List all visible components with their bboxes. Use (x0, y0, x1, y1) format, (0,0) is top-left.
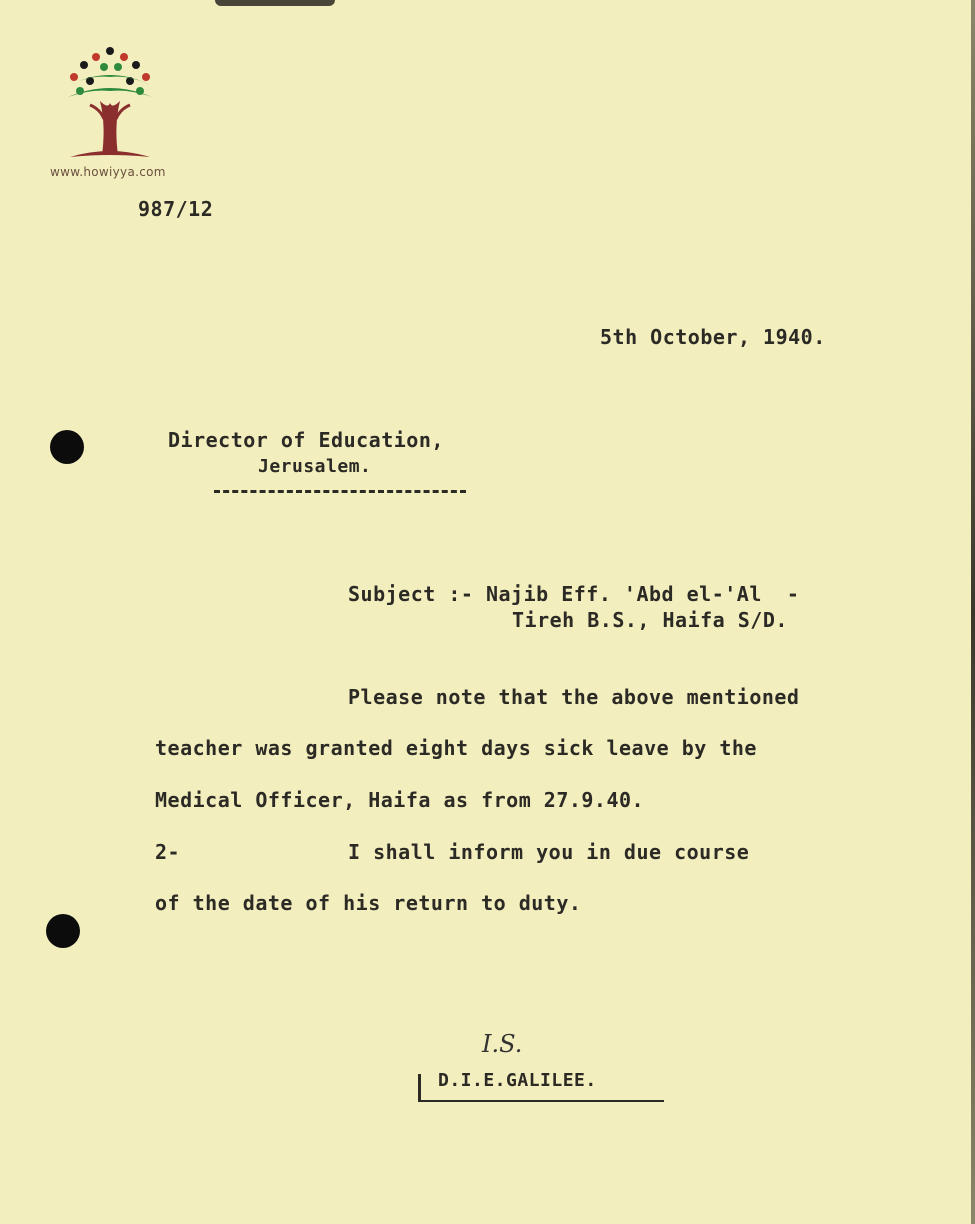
body-line-5: of the date of his return to duty. (155, 891, 582, 915)
punch-hole (46, 914, 80, 948)
body-line-1: Please note that the above mentioned (348, 685, 800, 709)
letter-date: 5th October, 1940. (600, 325, 826, 349)
scan-edge-mark (215, 0, 335, 6)
logo-url: www.howiyya.com (50, 165, 166, 179)
body-line-2: teacher was granted eight days sick leave by the (155, 736, 757, 760)
signature-block (418, 1068, 664, 1102)
subject-line-1: Subject :- Najib Eff. 'Abd el-'Al - (348, 582, 800, 606)
recipient-city: Jerusalem. (258, 456, 372, 477)
reference-number: 987/12 (138, 197, 214, 221)
signature-initials: I.S. (482, 1030, 523, 1058)
paragraph-number: 2- (155, 840, 181, 864)
tree-logo-icon (60, 45, 160, 165)
body-line-4: I shall inform you in due course (348, 840, 750, 864)
body-line-3: Medical Officer, Haifa as from 27.9.40. (155, 788, 645, 812)
signatory-title: D.I.E.GALILEE. (438, 1070, 597, 1091)
scan-right-edge (971, 0, 975, 1224)
punch-hole (50, 430, 84, 464)
recipient-title: Director of Education, (168, 428, 444, 452)
address-underline (214, 490, 466, 493)
signature-bar (418, 1074, 421, 1102)
howiyya-logo (60, 45, 160, 165)
subject-line-2: Tireh B.S., Haifa S/D. (512, 608, 788, 632)
